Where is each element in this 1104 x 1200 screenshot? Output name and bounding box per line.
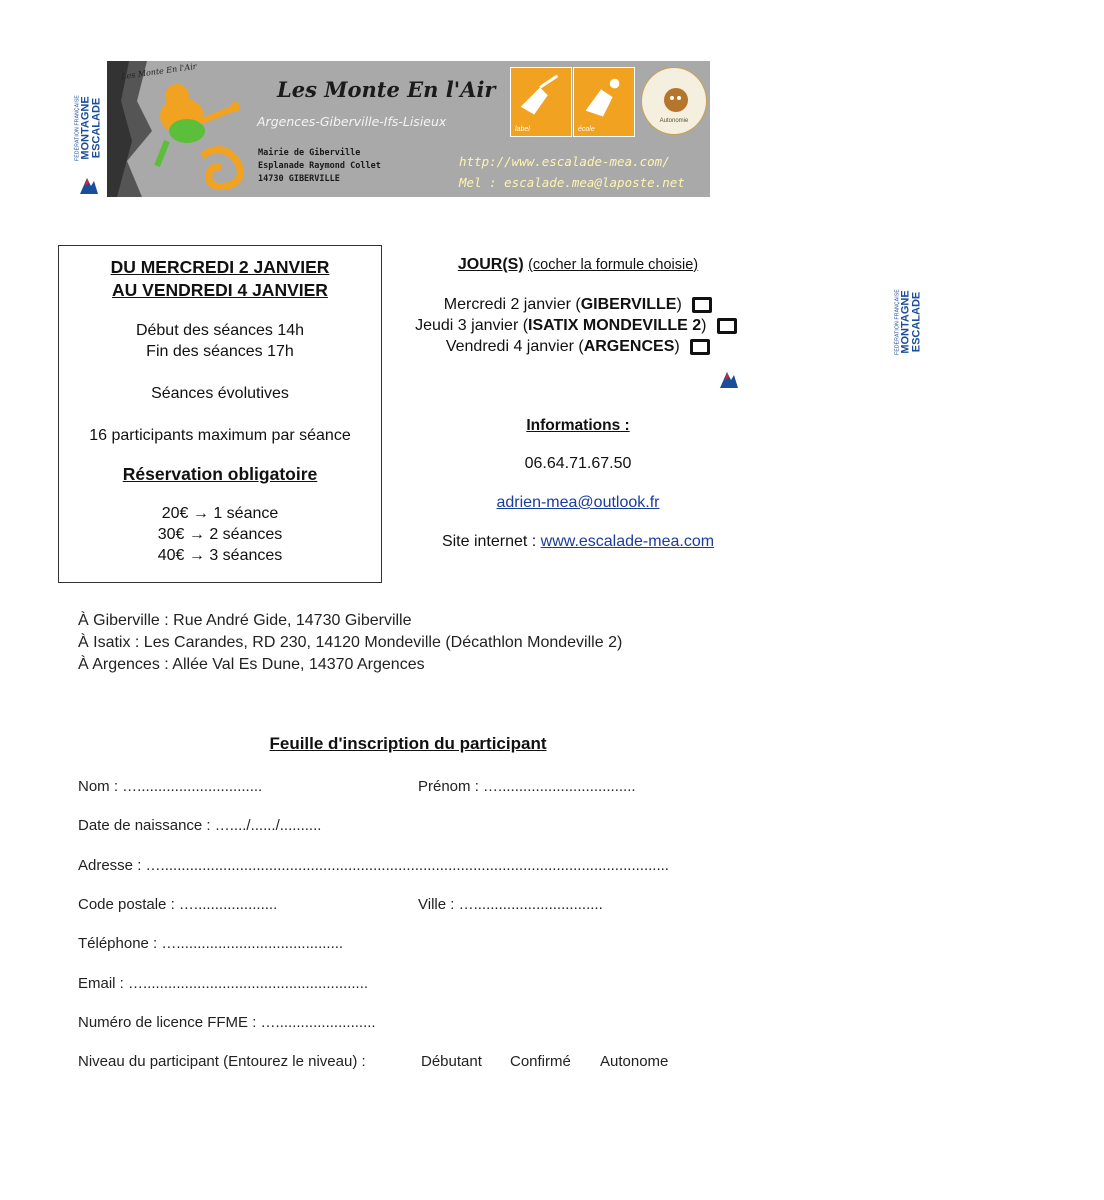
wednesday-checkbox[interactable]: [692, 297, 712, 313]
logo-escalade-text: ESCALADE: [90, 97, 103, 159]
level-autonomous[interactable]: Autonome: [600, 1053, 669, 1070]
prenom-field[interactable]: Prénom : ….................................: [418, 778, 636, 795]
logo-federation-text: FÉDÉRATION FRANÇAISE: [74, 95, 81, 161]
birthdate-field[interactable]: Date de naissance : …..../....../..........: [78, 817, 322, 834]
mairie-address: [258, 147, 381, 186]
days-and-contact: [383, 256, 773, 551]
contact-phone: 06.64.71.67.50: [524, 455, 632, 472]
level-confirmed[interactable]: Confirmé: [510, 1053, 571, 1070]
session-capacity: 16 participants maximum par séance: [89, 427, 351, 444]
price-line: 20€ → 1 séance: [161, 505, 279, 522]
session-evolutive: Séances évolutives: [151, 385, 289, 402]
level-beginner[interactable]: Débutant: [421, 1053, 482, 1070]
contact-email-link[interactable]: adrien-mea@outlook.fr: [496, 494, 660, 511]
nom-field[interactable]: Nom : …..............................: [78, 778, 263, 795]
autonomy-badge: [641, 67, 707, 135]
climber-illustration-icon: [107, 61, 277, 197]
email-field[interactable]: Email : …......................................................: [78, 975, 369, 992]
day-text: Vendredi 4 janvier (: [445, 338, 584, 355]
logo-federation-text: FÉDÉRATION FRANÇAISE: [894, 289, 901, 355]
day-text: Mercredi 2 janvier (: [443, 296, 581, 313]
session-start-time: Début des séances 14h: [135, 322, 305, 339]
day-option-wednesday: [383, 294, 773, 315]
day-text: Jeudi 3 janvier (: [415, 317, 529, 334]
city-field[interactable]: Ville : …...............................: [418, 896, 603, 913]
days-title: [383, 256, 773, 274]
autonomy-monkey-icon: [642, 68, 706, 134]
friday-checkbox[interactable]: [690, 339, 710, 355]
label-hand-icon: [511, 68, 569, 134]
phone-field[interactable]: Téléphone : …........................................: [78, 935, 344, 952]
contact-site-link[interactable]: www.escalade-mea.com: [540, 533, 715, 550]
session-info-box: [58, 245, 382, 583]
days-title-label: JOUR(S): [457, 256, 524, 273]
club-title: Les Monte En l'Air: [277, 77, 496, 102]
logo-escalade-text: ESCALADE: [910, 291, 923, 353]
day-suffix: ): [701, 317, 707, 334]
school-climber-icon: [574, 68, 632, 134]
ffme-logo-left: [74, 62, 104, 194]
school-caption: école: [578, 126, 595, 133]
form-title: Feuille d'inscription du participant: [269, 734, 547, 753]
contact-title: Informations :: [526, 417, 630, 434]
venue-addresses: [78, 610, 622, 676]
day-suffix: ): [674, 338, 680, 355]
day-option-friday: [383, 336, 773, 357]
reservation-required: Réservation obligatoire: [122, 464, 318, 484]
ffme-school-badge: [573, 67, 635, 137]
mairie-line: 14730 GIBERVILLE: [258, 174, 340, 184]
ffme-label-badge: [510, 67, 572, 137]
banner-email: Mel : escalade.mea@laposte.net: [459, 175, 685, 190]
day-place: ISATIX MONDEVILLE 2: [528, 317, 702, 334]
session-end-time: Fin des séances 17h: [146, 343, 294, 360]
label-caption: label: [515, 126, 530, 133]
day-place: GIBERVILLE: [580, 296, 677, 313]
climber-caption: Les Monte En l'Air: [120, 61, 198, 82]
logo-montagne-text: MONTAGNE: [899, 290, 912, 354]
day-suffix: ): [676, 296, 682, 313]
contact-site-label: Site internet :: [441, 533, 541, 550]
license-field[interactable]: Numéro de licence FFME : …........................: [78, 1014, 376, 1031]
contact-site: [383, 533, 773, 551]
price-line: 40€ → 3 séances: [157, 547, 283, 564]
address-line: À Isatix : Les Carandes, RD 230, 14120 Mondeville (Décathlon Mondeville 2): [78, 634, 623, 651]
banner-contact: [459, 151, 685, 193]
postal-code-field[interactable]: Code postale : …....................: [78, 896, 278, 913]
day-place: ARGENCES: [583, 338, 675, 355]
level-label: Niveau du participant (Entourez le niveau) :: [78, 1053, 366, 1070]
address-field[interactable]: Adresse : …..........................................................................................................................: [78, 857, 669, 874]
header-banner: [107, 61, 710, 197]
mairie-line: Esplanade Raymond Collet: [258, 161, 381, 171]
banner-website: http://www.escalade-mea.com/: [459, 154, 670, 169]
session-heading-start: DU MERCREDI 2 JANVIER: [110, 257, 330, 277]
address-line: À Argences : Allée Val Es Dune, 14370 Argences: [78, 656, 425, 673]
day-option-thursday: [379, 315, 773, 336]
logo-montagne-text: MONTAGNE: [79, 96, 92, 160]
session-heading-end: AU VENDREDI 4 JANVIER: [112, 280, 328, 300]
thursday-checkbox[interactable]: [717, 318, 737, 334]
price-line: 30€ → 2 séances: [157, 526, 283, 543]
mairie-line: Mairie de Giberville: [258, 148, 361, 158]
club-towns: Argences-Giberville-Ifs-Lisieux: [257, 114, 447, 129]
ffme-mark-icon: [78, 174, 100, 196]
address-line: À Giberville : Rue André Gide, 14730 Giberville: [78, 612, 412, 629]
autonomy-caption: Autonomie: [659, 118, 689, 124]
days-title-note: (cocher la formule choisie): [528, 257, 699, 273]
